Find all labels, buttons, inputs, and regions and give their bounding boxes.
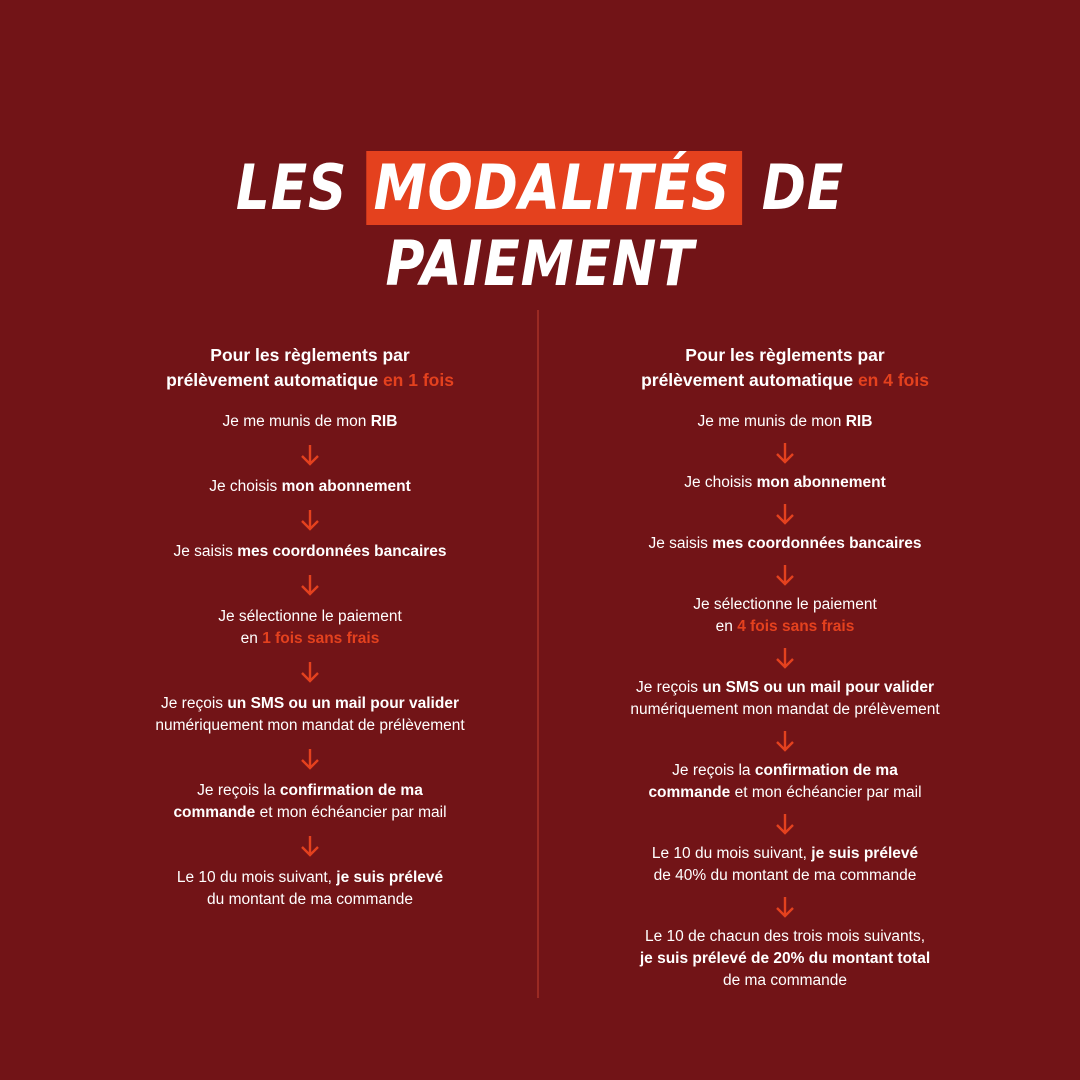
step-3: Je saisis mes coordonnées bancaires bbox=[648, 535, 922, 552]
arrow-down-icon bbox=[299, 444, 321, 466]
arrow-down-icon bbox=[299, 509, 321, 531]
title-highlight: MODALITÉS bbox=[367, 151, 743, 225]
arrow-down-icon bbox=[774, 896, 796, 918]
heading-accent: en 4 fois bbox=[857, 370, 929, 390]
arrow-down-icon bbox=[299, 661, 321, 683]
step-4: Je sélectionne le paiement en 1 fois sans frais bbox=[218, 608, 402, 647]
heading-accent: en 1 fois bbox=[382, 370, 454, 390]
column-divider bbox=[537, 310, 539, 998]
column-one-time bbox=[100, 343, 520, 911]
step-5: Je reçois un SMS ou un mail pour valider numériquement mon mandat de prélèvement bbox=[155, 695, 465, 734]
step-7: Le 10 du mois suivant, je suis prélevé de 40% du montant de ma commande bbox=[651, 845, 919, 884]
step-2: Je choisis mon abonnement bbox=[209, 478, 411, 495]
column-heading bbox=[575, 343, 995, 393]
step-7: Le 10 du mois suivant, je suis prélevé du montant de ma commande bbox=[176, 869, 444, 908]
step-1: Je me munis de mon RIB bbox=[222, 413, 398, 430]
heading-line-1: Pour les règlements par bbox=[210, 345, 410, 365]
arrow-down-icon bbox=[299, 748, 321, 770]
column-four-times bbox=[575, 343, 995, 992]
arrow-down-icon bbox=[774, 503, 796, 525]
step-1: Je me munis de mon RIB bbox=[697, 413, 873, 430]
heading-line-2: prélèvement automatique bbox=[641, 370, 854, 390]
arrow-down-icon bbox=[774, 813, 796, 835]
column-heading bbox=[100, 343, 520, 393]
step-6: Je reçois la confirmation de ma commande et mon échéancier par mail bbox=[173, 782, 447, 821]
step-8: Le 10 de chacun des trois mois suivants, je suis prélevé de 20% du montant total de ma commande bbox=[639, 928, 931, 989]
step-6: Je reçois la confirmation de ma commande et mon échéancier par mail bbox=[648, 762, 922, 801]
step-2: Je choisis mon abonnement bbox=[684, 474, 886, 491]
arrow-down-icon bbox=[774, 730, 796, 752]
step-3: Je saisis mes coordonnées bancaires bbox=[173, 543, 447, 560]
title-word-de: DE bbox=[761, 151, 845, 224]
step-4: Je sélectionne le paiement en 4 fois sans frais bbox=[693, 596, 877, 635]
step-5: Je reçois un SMS ou un mail pour valider numériquement mon mandat de prélèvement bbox=[630, 679, 940, 718]
arrow-down-icon bbox=[774, 564, 796, 586]
arrow-down-icon bbox=[299, 835, 321, 857]
title-word-les: LES bbox=[235, 151, 348, 224]
title-line-2: PAIEMENT bbox=[385, 227, 695, 300]
arrow-down-icon bbox=[774, 442, 796, 464]
heading-line-1: Pour les règlements par bbox=[685, 345, 885, 365]
arrow-down-icon bbox=[299, 574, 321, 596]
page-title bbox=[76, 150, 1005, 302]
heading-line-2: prélèvement automatique bbox=[166, 370, 379, 390]
title-line-1 bbox=[76, 150, 1005, 226]
arrow-down-icon bbox=[774, 647, 796, 669]
